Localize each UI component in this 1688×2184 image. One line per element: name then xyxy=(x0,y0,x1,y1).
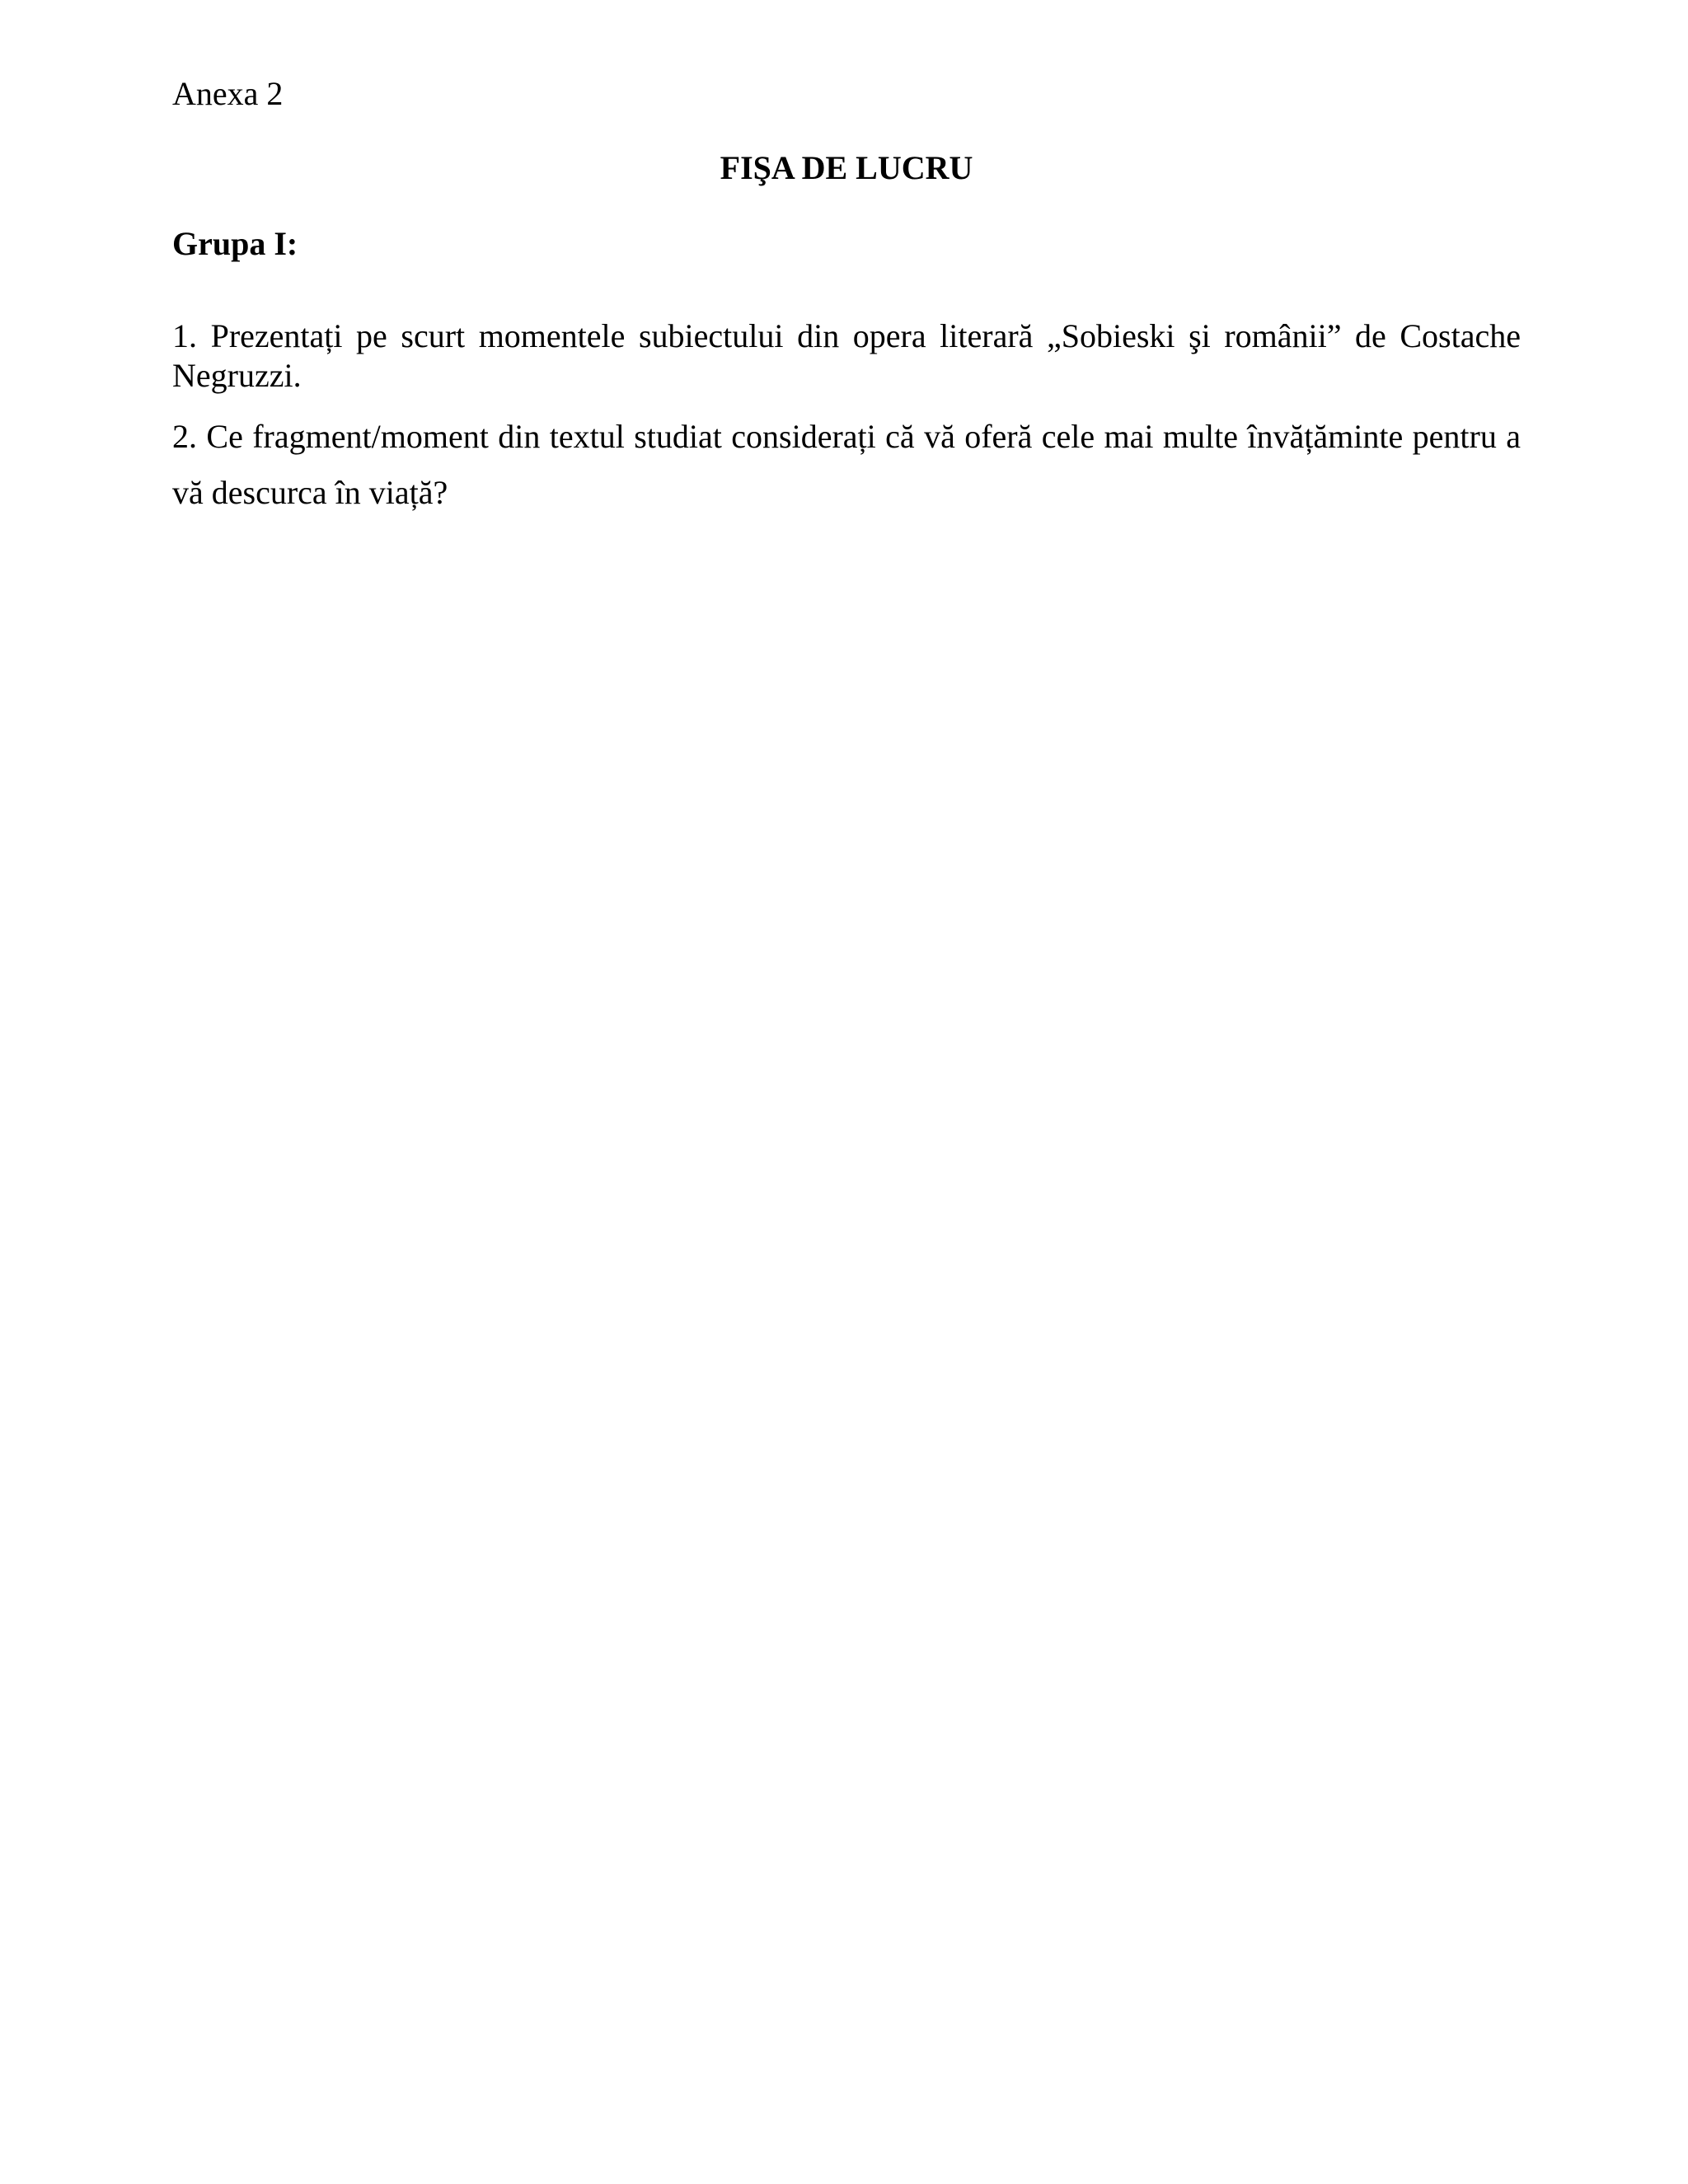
document-title: FIŞA DE LUCRU xyxy=(720,149,973,186)
question-item-2: 2. Ce fragment/moment din textul studiat considerați că vă oferă cele mai multe învățăminte pentru a vă descurca în viață? xyxy=(172,418,1521,511)
group-heading: Grupa I: xyxy=(172,225,298,262)
annex-label: Anexa 2 xyxy=(172,75,284,112)
question-item-1: 1. Prezentați pe scurt momentele subiectului din opera literară „Sobieski şi românii” de Costache Negruzzi. xyxy=(172,317,1521,394)
